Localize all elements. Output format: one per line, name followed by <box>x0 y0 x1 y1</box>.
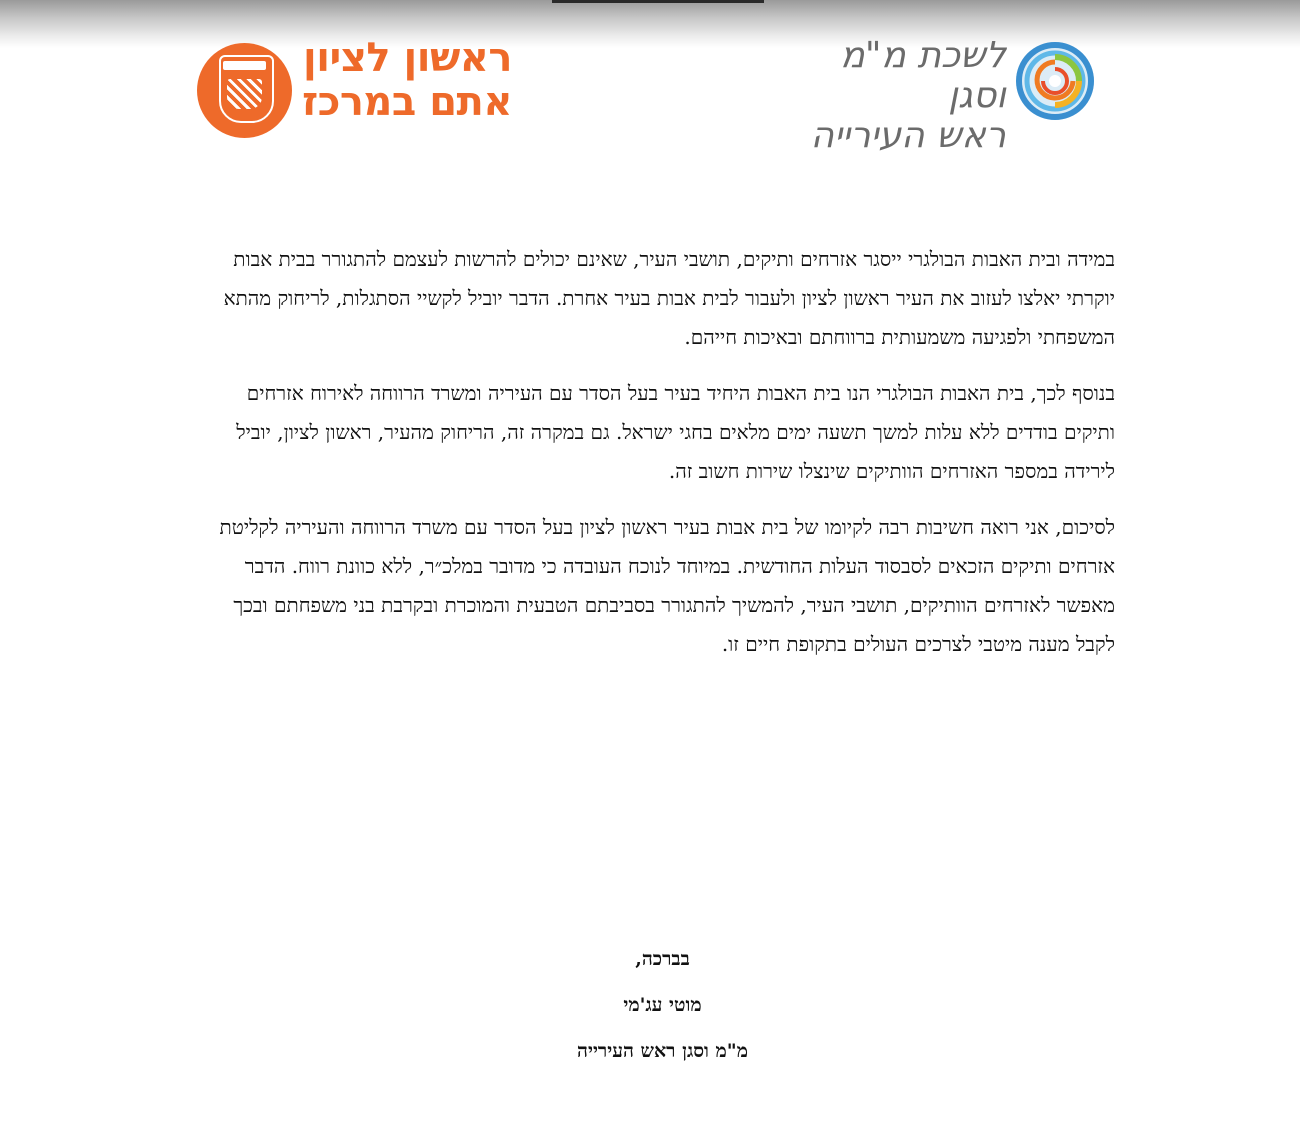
viewer-top-shade <box>0 0 1300 48</box>
emblem-pattern <box>227 79 262 109</box>
emblem-banner <box>223 61 266 70</box>
paragraph-holiday-arrangement: בנוסף לכך, בית האבות הבולגרי הנו בית האבות היחיד בעיר בעל הסדר עם העיריה ומשרד הרווחה לאירוח אזרחים ותיקים בודדים ללא עלות למשך תשעה ימים מלאים בחגי ישראל. גם במקרה זה, הריחוק מהעיר, ראשון לציון, יוביל לירידה במספר האזרחים הוותיקים שינצלו שירות חשוב זה. <box>236 381 1115 483</box>
paragraph-closure-impact: במידה ובית האבות הבולגרי ייסגר אזרחים ותיקים, תושבי העיר, שאינם יכולים להרשות לעצמם להתגורר בבית אבות יוקרתי יאלצו לעזוב את העיר ראשון לציון ולעבור לבית אבות בעיר אחרת. הדבר יוביל לקשיי הסתגלות, לריחוק מהתא המשפחתי ולפגיעה משמעותית ברווחתם ובאיכות חייהם. <box>223 247 1115 349</box>
viewer-toolbar-tab[interactable] <box>552 0 764 3</box>
logo-line-mayor: ראש העירייה <box>810 115 1006 156</box>
paragraph-summary: לסיכום, אני רואה חשיבות רבה לקיומו של בית אבות בעיר ראשון לציון בעל הסדר עם משרד הרווחה והעיריה לקליטת אזרחים ותיקים הזכאים לסבסוד העלות החודשית. במיוחד לנוכח העובדה כי מדובר במלכ״ר, ללא כוונת רווח. הדבר מאפשר לאזרחים הוותיקים, תושבי העיר, להמשיך להתגורר בסביבתם הטבעית והמוכרת ובקרבת בני משפחתם ובכך לקבל מענה מיטבי לצרכים העולים בתקופת חיים זו. <box>219 515 1115 656</box>
signature-title: מ"מ וסגן ראש העירייה <box>577 1040 748 1062</box>
signature-block <box>450 940 875 1078</box>
rishon-lezion-logo <box>302 36 512 124</box>
deputy-mayor-logo <box>782 36 1006 156</box>
city-emblem-icon <box>197 43 292 138</box>
logo-line-slogan: אתם במרכז <box>302 79 512 125</box>
spiral-logo-icon <box>1014 40 1096 122</box>
signature-closing: בברכה, <box>635 948 690 970</box>
logo-line-city: ראשון לציון <box>303 35 512 81</box>
letter-body <box>190 240 1115 681</box>
signature-name: מוטי עג'מי <box>623 994 702 1016</box>
logo-line-bureau: לשכת מ"מ וסגן <box>840 35 1006 116</box>
